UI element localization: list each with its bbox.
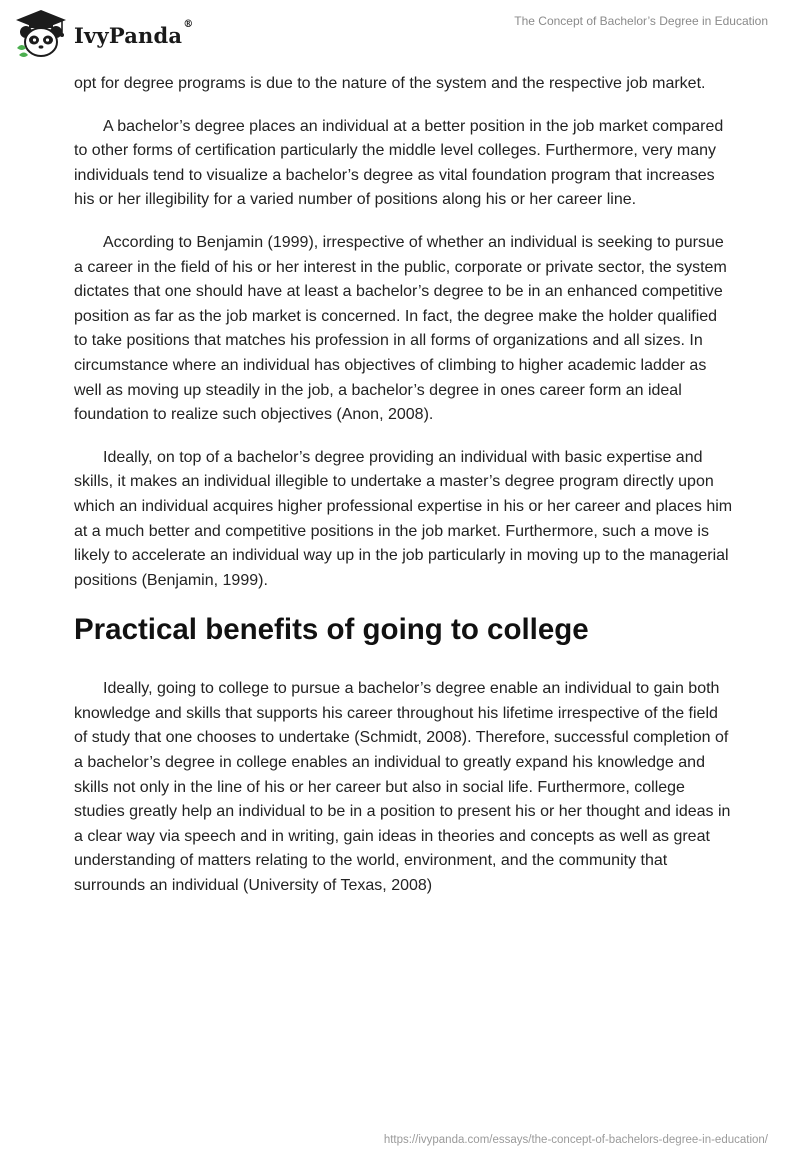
document-title: The Concept of Bachelor’s Degree in Education	[514, 14, 768, 28]
ivypanda-logo[interactable]	[14, 8, 193, 60]
page-header	[0, 0, 800, 70]
panda-graduate-icon	[14, 8, 68, 60]
paragraph-0: opt for degree programs is due to the nature of the system and the respective job market.	[74, 75, 706, 92]
paragraph-2: According to Benjamin (1999), irrespective of whether an individual is seeking to pursue a career in the field of his or her interest in the public, corporate or private sector, the system dictates that one should have at least a bachelor’s degree to be in an enhanced competitive position as far as the job market is concerned. In fact, the degree make the holder qualified to take positions that matches his profession in all forms of organizations and all sizes. In circumstance where an individual has objectives of climbing to higher academic ladder as well as moving up steadily in the job, a bachelor’s degree in ones career form an ideal foundation to realize such objectives (Anon, 2008).	[74, 233, 727, 424]
brand-text: IvyPanda	[74, 22, 183, 48]
footer-url[interactable]: https://ivypanda.com/essays/the-concept-of-bachelors-degree-in-education/	[383, 1134, 768, 1146]
section-heading: Practical benefits of going to college	[74, 613, 589, 647]
brand-name	[74, 18, 194, 48]
essay-content	[74, 72, 734, 917]
paragraph-4: Ideally, going to college to pursue a bachelor’s degree enable an individual to gain both knowledge and skills that supports his career throughout his lifetime irrespective of the field of study that one chooses to undertake (Schmidt, 2008). Therefore, successful completion of a bachelor’s degree in college enables an individual to greatly expand his knowledge and skills not only in the line of his or her career but also in social life. Furthermore, college studies greatly help an individual to be in a position to present his or her thought and ideas in a clear way via speech and in writing, gain ideas in theories and concepts as well as great understanding of matters relating to the world, environment, and the community that surrounds an individual (University of Texas, 2008)	[74, 680, 731, 895]
registered-mark: ®	[183, 18, 194, 30]
paragraph-3: Ideally, on top of a bachelor’s degree providing an individual with basic expertise and skills, it makes an individual illegible to undertake a master’s degree program directly upon which an individual acquires higher professional expertise in his or her career and places him at a much better and competitive positions in the job market. Furthermore, such a move is likely to accelerate an individual way up in the job particularly in moving up to the managerial positions (Benjamin, 1999).	[74, 448, 733, 589]
paragraph-1: A bachelor’s degree places an individual at a better position in the job market compared to other forms of certification particularly the middle level colleges. Furthermore, very many individuals tend to visualize a bachelor’s degree as vital foundation program that increases his or her illegibility for a varied number of positions along his or her career line.	[74, 117, 724, 209]
